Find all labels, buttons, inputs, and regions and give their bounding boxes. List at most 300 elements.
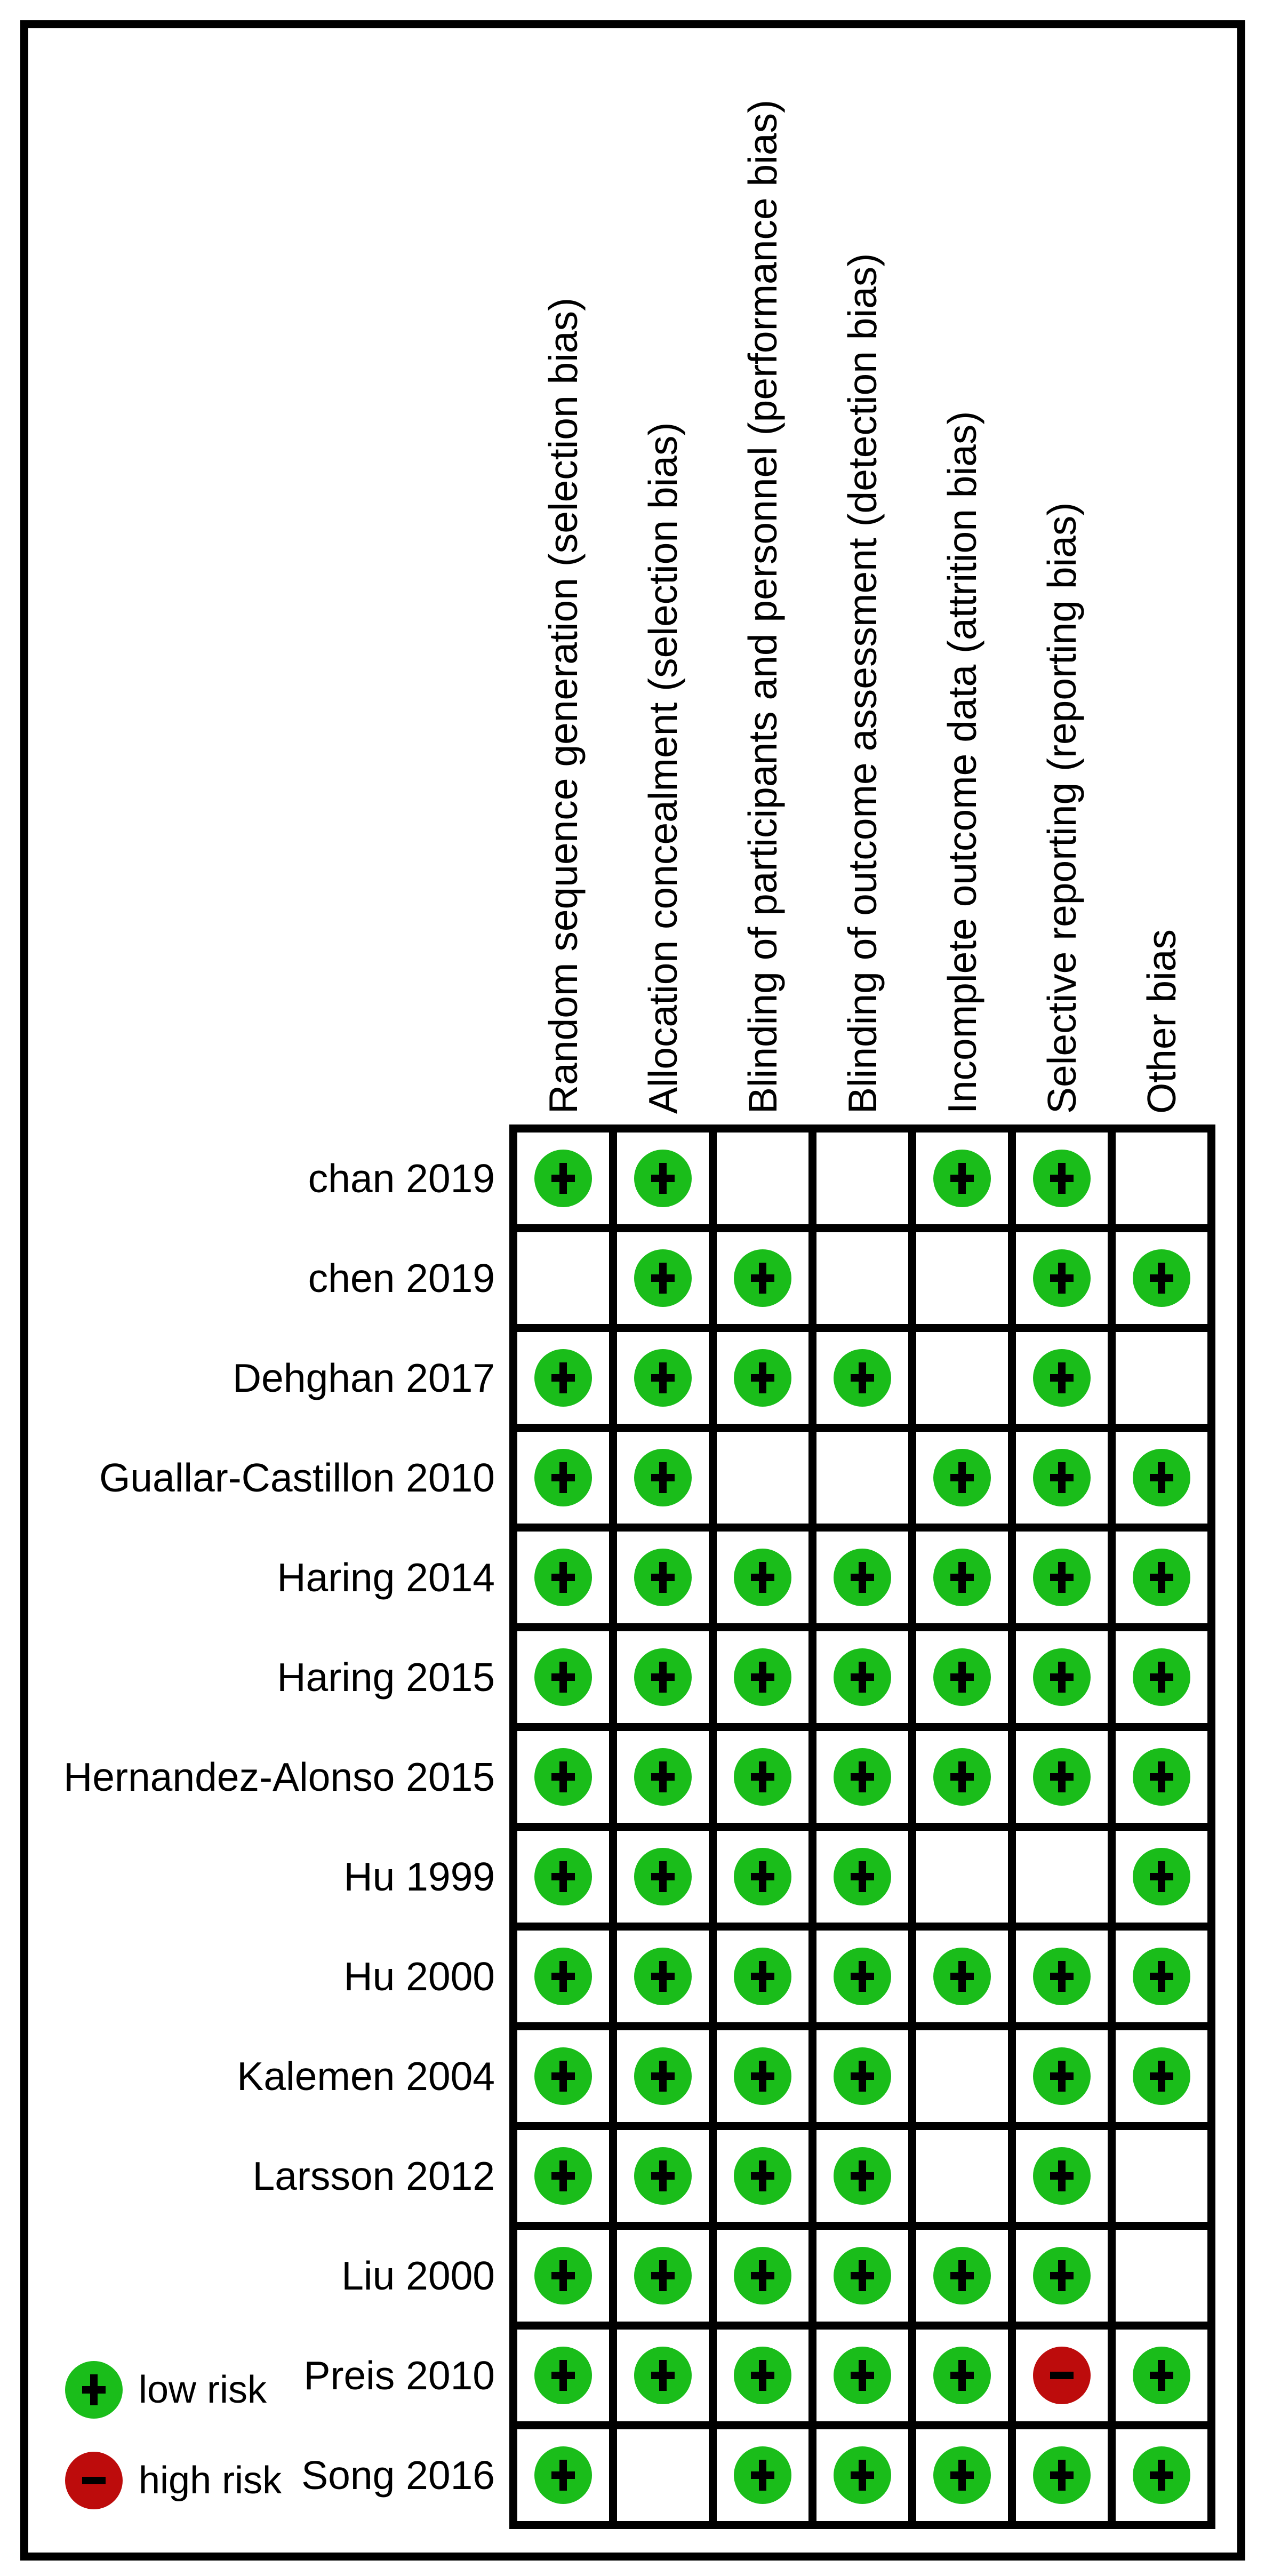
low-risk-marker	[734, 1549, 791, 1606]
risk-cell	[1012, 1129, 1112, 1229]
risk-cell	[813, 1129, 912, 1229]
low-risk-marker	[734, 2446, 791, 2504]
plus-icon	[1058, 2260, 1066, 2291]
table-row	[514, 1927, 1212, 2027]
plus-icon	[659, 1961, 667, 1992]
plus-icon	[559, 2160, 567, 2191]
risk-cell	[1112, 1827, 1212, 1927]
plus-icon	[759, 2061, 766, 2092]
low-risk-marker	[534, 1449, 592, 1506]
low-risk-marker	[634, 2247, 692, 2304]
high-risk-marker	[1033, 2347, 1091, 2404]
risk-cell	[713, 1229, 813, 1328]
low-risk-marker	[1033, 2147, 1091, 2205]
plus-icon	[759, 2360, 766, 2391]
risk-cell	[713, 1727, 813, 1827]
low-risk-marker	[1133, 2347, 1190, 2404]
column-header-5: Incomplete outcome data (attrition bias)	[940, 411, 984, 1114]
low-risk-marker	[1033, 1648, 1091, 1706]
low-risk-marker	[834, 1848, 891, 1905]
plus-icon	[859, 1362, 866, 1393]
column-header-3: Blinding of participants and personnel (performance bias)	[740, 99, 785, 1114]
risk-cell	[1112, 1229, 1212, 1328]
plus-icon	[859, 2260, 866, 2291]
low-risk-marker	[734, 2047, 791, 2105]
low-risk-marker	[534, 1349, 592, 1407]
plus-icon	[859, 1562, 866, 1593]
plus-icon	[1158, 1662, 1165, 1693]
plus-icon	[1058, 1961, 1066, 1992]
low-risk-marker	[1133, 1648, 1190, 1706]
low-risk-marker	[534, 1748, 592, 1806]
low-risk-marker	[933, 1150, 991, 1207]
low-risk-marker	[1033, 1549, 1091, 1606]
risk-cell	[514, 1628, 613, 1727]
risk-cell	[613, 1827, 713, 1927]
low-risk-marker	[1033, 1748, 1091, 1806]
plus-icon	[1158, 1263, 1165, 1294]
low-risk-marker	[534, 2147, 592, 2205]
risk-cell	[912, 1727, 1012, 1827]
low-risk-marker	[1033, 1449, 1091, 1506]
risk-cell	[613, 2226, 713, 2326]
table-row	[514, 1727, 1212, 1827]
low-risk-marker	[634, 1549, 692, 1606]
low-risk-marker	[933, 2247, 991, 2304]
plus-icon	[659, 1462, 667, 1493]
legend-item	[65, 2361, 267, 2419]
low-risk-marker	[534, 1648, 592, 1706]
plus-icon	[659, 1761, 667, 1792]
low-risk-marker	[634, 2147, 692, 2205]
risk-cell	[713, 1927, 813, 2027]
study-label: Liu 2000	[341, 2253, 495, 2298]
table-row	[514, 1129, 1212, 1229]
risk-cell	[713, 1428, 813, 1528]
low-risk-marker	[1033, 2047, 1091, 2105]
table-row	[514, 1229, 1212, 1328]
plus-icon	[958, 2460, 966, 2491]
low-risk-marker	[534, 2047, 592, 2105]
low-risk-marker	[933, 2347, 991, 2404]
plus-icon	[1158, 2360, 1165, 2391]
risk-cell	[912, 2226, 1012, 2326]
risk-cell	[713, 2126, 813, 2226]
low-risk-marker	[65, 2361, 123, 2419]
risk-cell	[1112, 1428, 1212, 1528]
table-row	[514, 2426, 1212, 2525]
risk-cell	[713, 1129, 813, 1229]
plus-icon	[759, 1761, 766, 1792]
risk-cell	[1012, 2326, 1112, 2426]
plus-icon	[559, 1462, 567, 1493]
plus-icon	[659, 1662, 667, 1693]
risk-cell	[1012, 1428, 1112, 1528]
column-header-7: Other bias	[1139, 929, 1184, 1114]
risk-cell	[514, 2326, 613, 2426]
risk-cell	[1012, 1628, 1112, 1727]
plus-icon	[659, 1163, 667, 1194]
plus-icon	[1058, 2460, 1066, 2491]
risk-cell	[813, 1927, 912, 2027]
plus-icon	[1058, 1662, 1066, 1693]
low-risk-marker	[734, 2347, 791, 2404]
low-risk-marker	[834, 1948, 891, 2005]
low-risk-marker	[534, 1948, 592, 2005]
plus-icon	[859, 2160, 866, 2191]
risk-cell	[1112, 2326, 1212, 2426]
plus-icon	[559, 2260, 567, 2291]
risk-cell	[1012, 1727, 1112, 1827]
plus-icon	[958, 1961, 966, 1992]
plus-icon	[1158, 1761, 1165, 1792]
risk-cell	[912, 1428, 1012, 1528]
risk-cell	[514, 1229, 613, 1328]
plus-icon	[958, 1462, 966, 1493]
study-label: chen 2019	[308, 1256, 495, 1301]
minus-icon	[82, 2477, 106, 2484]
risk-cell	[813, 1328, 912, 1428]
plus-icon	[759, 2160, 766, 2191]
study-label: Dehghan 2017	[232, 1355, 495, 1400]
column-header-4: Blinding of outcome assessment (detection bias)	[840, 253, 885, 1114]
plus-icon	[1158, 1961, 1165, 1992]
plus-icon	[958, 2360, 966, 2391]
plus-icon	[659, 2160, 667, 2191]
minus-icon	[1050, 2372, 1074, 2379]
risk-cell	[613, 2426, 713, 2525]
plus-icon	[559, 1562, 567, 1593]
study-label: Hernandez-Alonso 2015	[63, 1754, 495, 1799]
risk-cell	[613, 1328, 713, 1428]
low-risk-marker	[1133, 2446, 1190, 2504]
risk-cell	[713, 2426, 813, 2525]
legend-label: low risk	[139, 2368, 267, 2411]
plus-icon	[759, 1861, 766, 1892]
low-risk-marker	[734, 1848, 791, 1905]
low-risk-marker	[933, 2446, 991, 2504]
risk-cell	[713, 1628, 813, 1727]
risk-cell	[1012, 1528, 1112, 1628]
table-row	[514, 2226, 1212, 2326]
plus-icon	[1058, 2160, 1066, 2191]
low-risk-marker	[1133, 2047, 1190, 2105]
risk-cell	[514, 1428, 613, 1528]
low-risk-marker	[1033, 1349, 1091, 1407]
plus-icon	[659, 1861, 667, 1892]
risk-cell	[813, 2326, 912, 2426]
low-risk-marker	[834, 2347, 891, 2404]
low-risk-marker	[834, 2047, 891, 2105]
low-risk-marker	[734, 2147, 791, 2205]
study-label: Haring 2014	[277, 1555, 495, 1600]
risk-cell	[713, 1528, 813, 1628]
low-risk-marker	[1033, 2247, 1091, 2304]
low-risk-marker	[534, 1848, 592, 1905]
risk-cell	[1012, 1229, 1112, 1328]
plus-icon	[759, 1662, 766, 1693]
low-risk-marker	[834, 2446, 891, 2504]
plus-icon	[659, 1362, 667, 1393]
plus-icon	[1158, 2061, 1165, 2092]
risk-cell	[514, 2126, 613, 2226]
risk-cell	[514, 1727, 613, 1827]
risk-cell	[1012, 2426, 1112, 2525]
low-risk-marker	[734, 1249, 791, 1307]
plus-icon	[659, 2061, 667, 2092]
low-risk-marker	[834, 1648, 891, 1706]
risk-cell	[613, 1428, 713, 1528]
low-risk-marker	[834, 2247, 891, 2304]
risk-cell	[1012, 2126, 1112, 2226]
risk-cell	[1112, 2226, 1212, 2326]
plus-icon	[1058, 1562, 1066, 1593]
low-risk-marker	[1033, 1948, 1091, 2005]
risk-cell	[613, 2027, 713, 2126]
plus-icon	[659, 2260, 667, 2291]
low-risk-marker	[734, 2247, 791, 2304]
risk-cell	[912, 1229, 1012, 1328]
risk-cell	[813, 1827, 912, 1927]
plus-icon	[759, 2460, 766, 2491]
low-risk-marker	[634, 1848, 692, 1905]
risk-cell	[613, 2326, 713, 2426]
study-label: Guallar-Castillon 2010	[99, 1455, 495, 1500]
plus-icon	[859, 2061, 866, 2092]
plus-icon	[1158, 1462, 1165, 1493]
plus-icon	[859, 1662, 866, 1693]
plus-icon	[859, 1761, 866, 1792]
low-risk-marker	[634, 1748, 692, 1806]
risk-cell	[713, 2326, 813, 2426]
plus-icon	[1158, 2460, 1165, 2491]
risk-cell	[912, 1129, 1012, 1229]
risk-cell	[912, 1528, 1012, 1628]
plus-icon	[559, 1961, 567, 1992]
low-risk-marker	[933, 1748, 991, 1806]
risk-cell	[613, 1229, 713, 1328]
legend-item	[65, 2452, 282, 2509]
risk-cell	[514, 1328, 613, 1428]
low-risk-marker	[933, 1449, 991, 1506]
plus-icon	[559, 2061, 567, 2092]
risk-cell	[1012, 1328, 1112, 1428]
plus-icon	[659, 2360, 667, 2391]
plus-icon	[859, 1961, 866, 1992]
table-row	[514, 1827, 1212, 1927]
risk-cell	[912, 1628, 1012, 1727]
plus-icon	[1158, 1861, 1165, 1892]
risk-cell	[1112, 2126, 1212, 2226]
study-label: Larsson 2012	[252, 2154, 495, 2198]
risk-cell	[1012, 2226, 1112, 2326]
risk-cell	[912, 1927, 1012, 2027]
low-risk-marker	[834, 2147, 891, 2205]
plus-icon	[958, 2260, 966, 2291]
column-header-2: Allocation concealment (selection bias)	[640, 422, 685, 1114]
plus-icon	[559, 2360, 567, 2391]
low-risk-marker	[1033, 1150, 1091, 1207]
plus-icon	[559, 1362, 567, 1393]
risk-cell	[514, 2426, 613, 2525]
risk-cell	[813, 2426, 912, 2525]
plus-icon	[759, 1961, 766, 1992]
risk-cell	[1112, 1528, 1212, 1628]
risk-cell	[813, 2126, 912, 2226]
study-label: chan 2019	[308, 1156, 495, 1201]
low-risk-marker	[1133, 1249, 1190, 1307]
plus-icon	[559, 1861, 567, 1892]
table-row	[514, 1428, 1212, 1528]
study-label: Hu 1999	[343, 1854, 495, 1899]
high-risk-marker	[65, 2452, 123, 2509]
low-risk-marker	[933, 1648, 991, 1706]
risk-cell	[912, 2027, 1012, 2126]
plus-icon	[859, 1861, 866, 1892]
risk-cell	[514, 1528, 613, 1628]
plus-icon	[1158, 1562, 1165, 1593]
legend-label: high risk	[139, 2459, 282, 2502]
risk-cell	[813, 1727, 912, 1827]
low-risk-marker	[1133, 1948, 1190, 2005]
plus-icon	[958, 1163, 966, 1194]
risk-cell	[613, 1628, 713, 1727]
low-risk-marker	[1133, 1748, 1190, 1806]
risk-cell	[713, 2027, 813, 2126]
risk-cell	[1112, 2426, 1212, 2525]
table-row	[514, 2126, 1212, 2226]
risk-cell	[613, 1528, 713, 1628]
study-label: Song 2016	[301, 2453, 495, 2498]
low-risk-marker	[634, 2347, 692, 2404]
plus-icon	[759, 1263, 766, 1294]
table-row	[514, 1628, 1212, 1727]
low-risk-marker	[834, 1549, 891, 1606]
low-risk-marker	[1133, 1848, 1190, 1905]
low-risk-marker	[834, 1748, 891, 1806]
plus-icon	[1058, 1263, 1066, 1294]
plus-icon	[659, 1263, 667, 1294]
low-risk-marker	[534, 1150, 592, 1207]
table-row	[514, 1328, 1212, 1428]
plus-icon	[958, 1562, 966, 1593]
plus-icon	[958, 1761, 966, 1792]
low-risk-marker	[634, 1449, 692, 1506]
risk-cell	[1012, 1927, 1112, 2027]
risk-cell	[813, 2027, 912, 2126]
low-risk-marker	[933, 1948, 991, 2005]
risk-cell	[514, 2027, 613, 2126]
study-label: Hu 2000	[343, 1954, 495, 1999]
plus-icon	[859, 2360, 866, 2391]
low-risk-marker	[734, 1648, 791, 1706]
low-risk-marker	[534, 2347, 592, 2404]
table-row	[514, 2027, 1212, 2126]
study-label: Preis 2010	[303, 2353, 495, 2398]
table-row	[514, 2326, 1212, 2426]
risk-cell	[813, 1628, 912, 1727]
plus-icon	[1058, 1362, 1066, 1393]
risk-cell	[912, 2426, 1012, 2525]
low-risk-marker	[634, 1648, 692, 1706]
low-risk-marker	[534, 1549, 592, 1606]
plus-icon	[958, 1662, 966, 1693]
plus-icon	[559, 1662, 567, 1693]
risk-cell	[613, 1129, 713, 1229]
risk-cell	[613, 1727, 713, 1827]
risk-cell	[1112, 1628, 1212, 1727]
risk-cell	[1012, 2027, 1112, 2126]
low-risk-marker	[634, 1349, 692, 1407]
study-label: Kalemen 2004	[237, 2054, 495, 2099]
low-risk-marker	[933, 1549, 991, 1606]
risk-cell	[514, 1827, 613, 1927]
risk-cell	[514, 1129, 613, 1229]
low-risk-marker	[634, 1150, 692, 1207]
plus-icon	[559, 1761, 567, 1792]
risk-cell	[713, 2226, 813, 2326]
low-risk-marker	[534, 2446, 592, 2504]
low-risk-marker	[734, 1748, 791, 1806]
risk-cell	[1112, 1129, 1212, 1229]
plus-icon	[759, 2260, 766, 2291]
plus-icon	[759, 1562, 766, 1593]
plus-icon	[659, 1562, 667, 1593]
risk-cell	[813, 1428, 912, 1528]
risk-cell	[912, 2126, 1012, 2226]
risk-cell	[713, 1328, 813, 1428]
risk-cell	[912, 1328, 1012, 1428]
plus-icon	[859, 2460, 866, 2491]
risk-cell	[912, 1827, 1012, 1927]
plus-icon	[559, 1163, 567, 1194]
low-risk-marker	[834, 1349, 891, 1407]
plus-icon	[1058, 1761, 1066, 1792]
column-header-1: Random sequence generation (selection bias)	[541, 297, 586, 1114]
low-risk-marker	[1133, 1449, 1190, 1506]
table-row	[514, 1528, 1212, 1628]
risk-cell	[1012, 1827, 1112, 1927]
low-risk-marker	[1033, 2446, 1091, 2504]
risk-cell	[1112, 2027, 1212, 2126]
plus-icon	[1058, 1462, 1066, 1493]
risk-cell	[514, 2226, 613, 2326]
low-risk-marker	[634, 2047, 692, 2105]
plus-icon	[1058, 1163, 1066, 1194]
low-risk-marker	[1033, 1249, 1091, 1307]
risk-cell	[514, 1927, 613, 2027]
risk-cell	[813, 1528, 912, 1628]
plus-icon	[90, 2374, 98, 2405]
low-risk-marker	[734, 1948, 791, 2005]
risk-cell	[1112, 1927, 1212, 2027]
risk-cell	[1112, 1727, 1212, 1827]
risk-cell	[813, 2226, 912, 2326]
plus-icon	[559, 2460, 567, 2491]
low-risk-marker	[534, 2247, 592, 2304]
low-risk-marker	[634, 1948, 692, 2005]
risk-cell	[613, 1927, 713, 2027]
risk-cell	[813, 1229, 912, 1328]
risk-cell	[912, 2326, 1012, 2426]
study-label: Haring 2015	[277, 1655, 495, 1700]
low-risk-marker	[734, 1349, 791, 1407]
column-header-6: Selective reporting (reporting bias)	[1039, 502, 1084, 1114]
low-risk-marker	[1133, 1549, 1190, 1606]
risk-grid	[509, 1124, 1215, 2529]
risk-cell	[613, 2126, 713, 2226]
risk-cell	[713, 1827, 813, 1927]
